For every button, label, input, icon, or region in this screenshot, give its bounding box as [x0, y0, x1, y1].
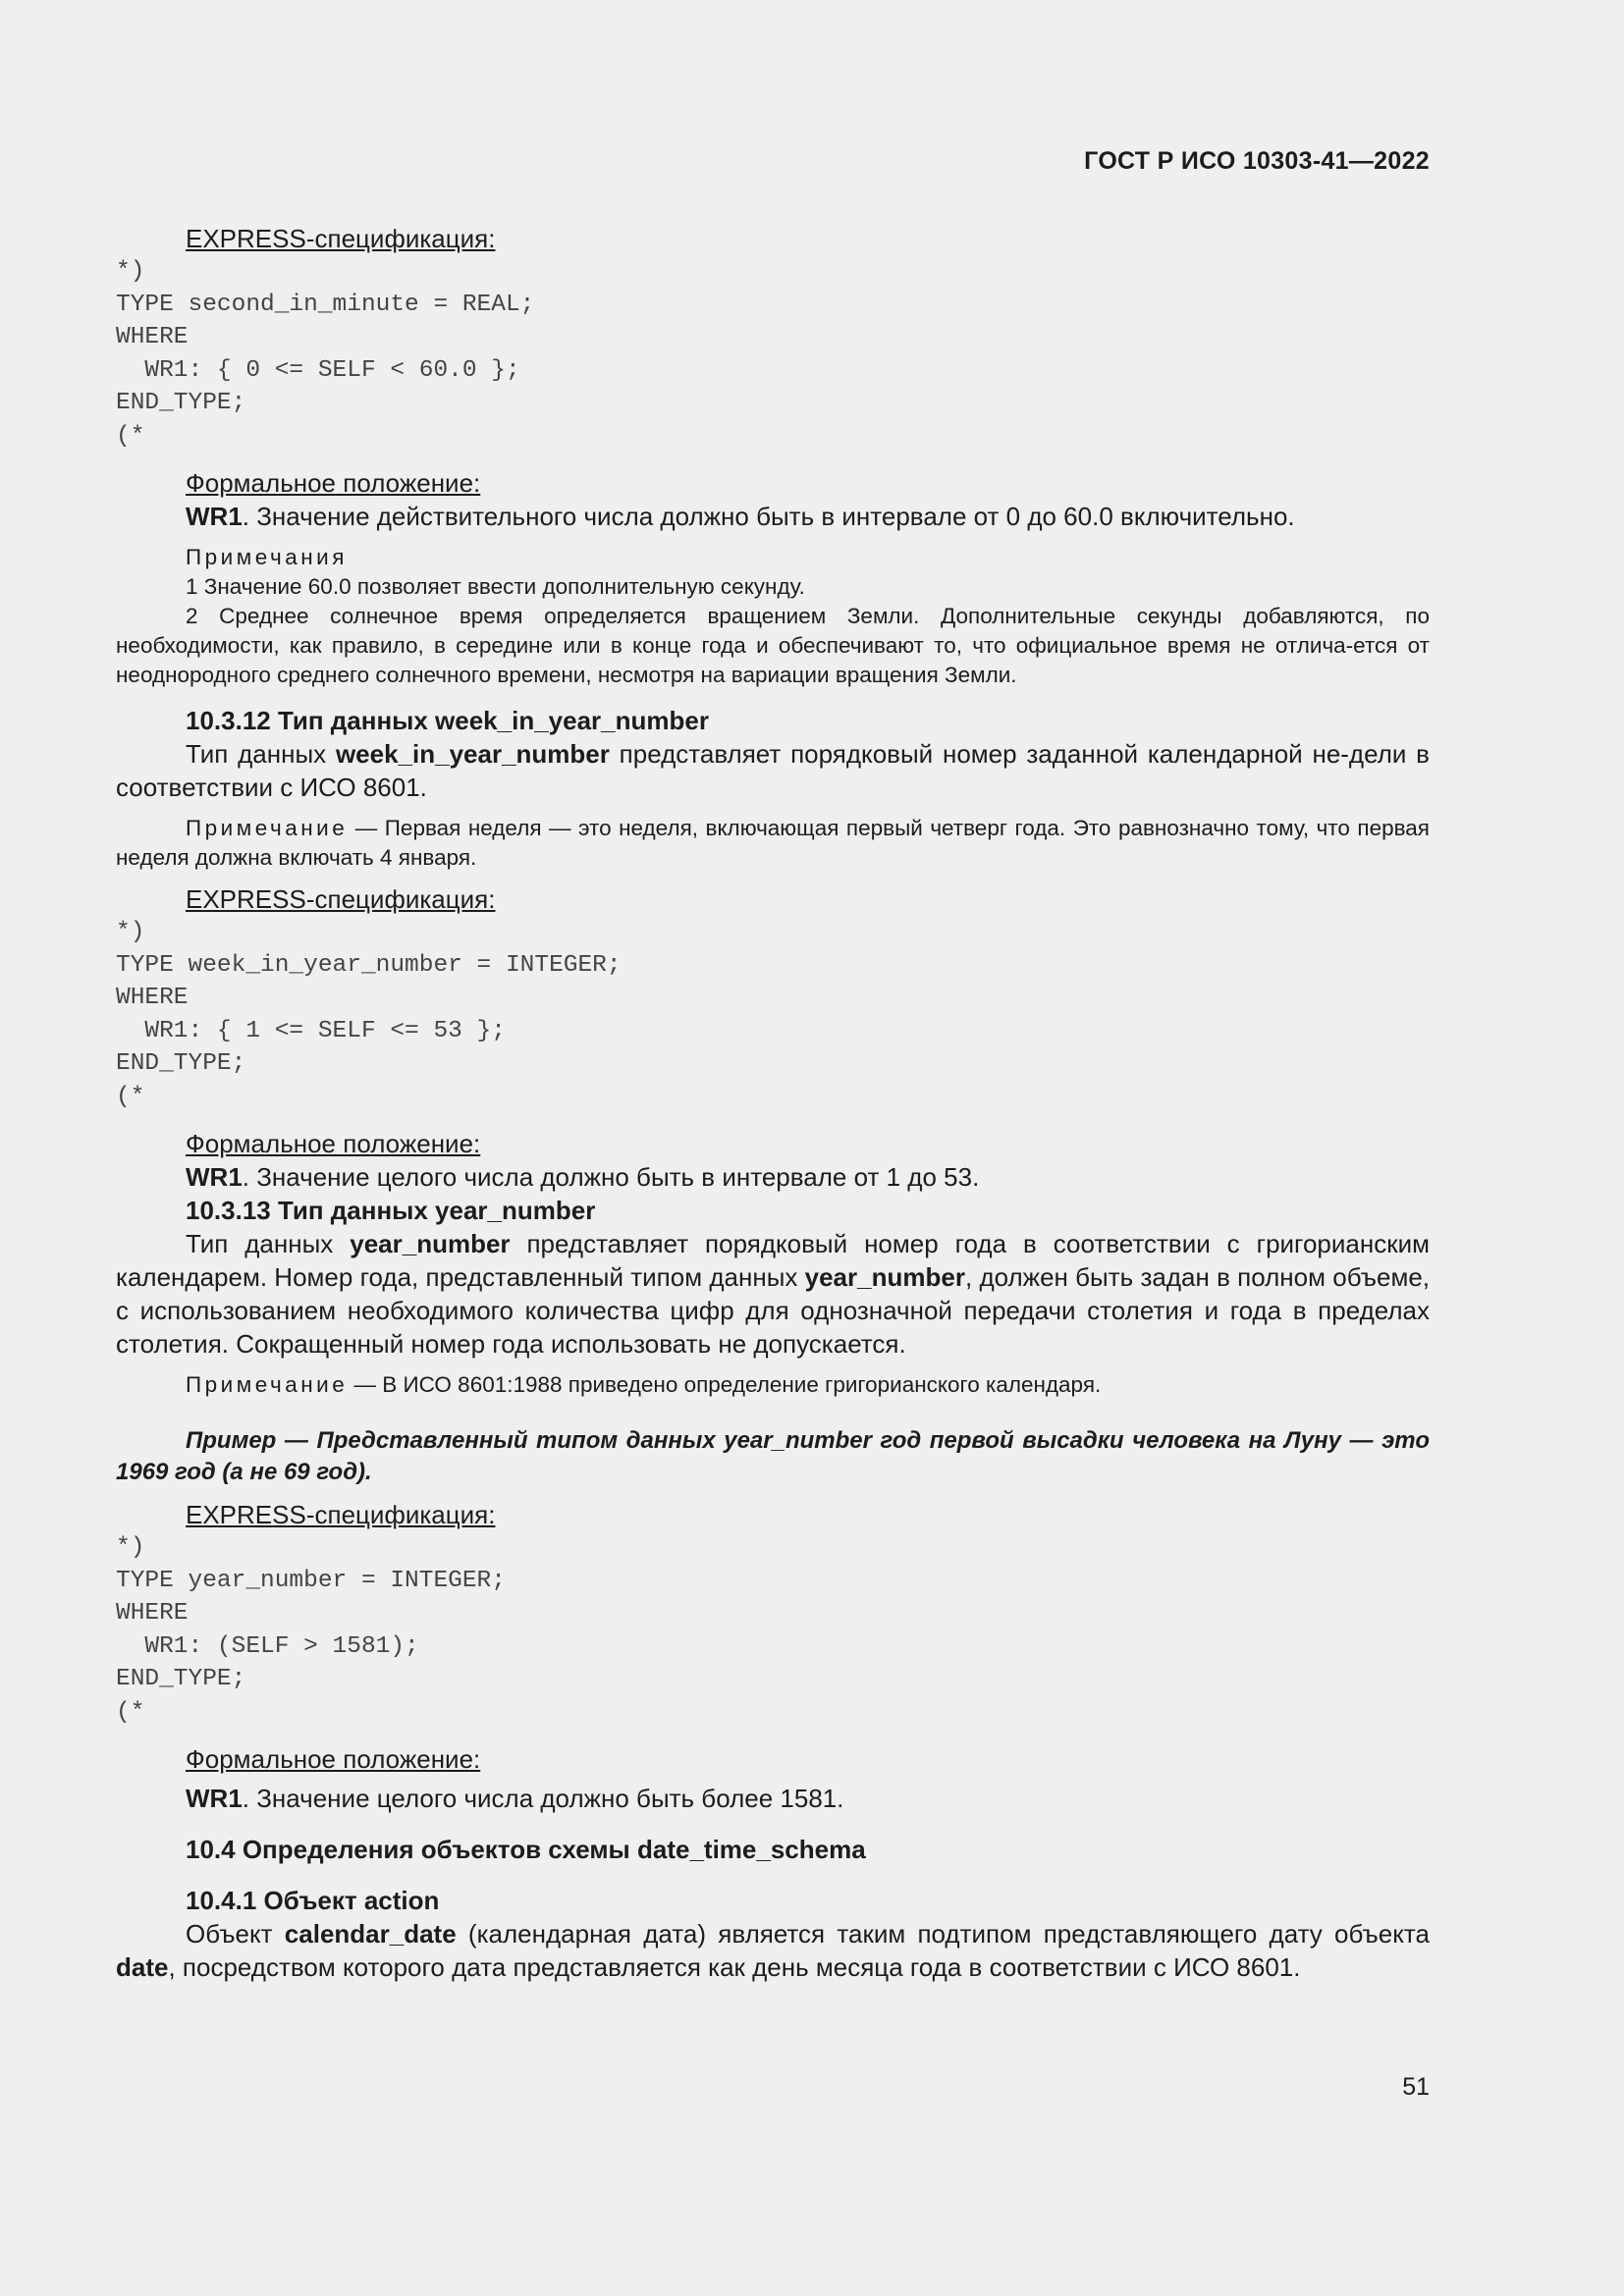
- code-line: TYPE week_in_year_number = INTEGER;: [116, 951, 622, 979]
- note-text: — Первая неделя — это неделя, включающая первый четверг года. Это равнозначно тому, что первая неделя должна включать 4 января.: [116, 816, 1430, 870]
- bold-term: date: [116, 1952, 169, 1982]
- page-content: [116, 222, 1430, 1984]
- code-line: (*: [116, 1698, 145, 1726]
- express-spec-label: EXPRESS-спецификация:: [186, 224, 496, 253]
- text-span: представляет порядковый номер заданной календарной не-дели в соответствии с ИСО 8601.: [116, 739, 1430, 802]
- section-paragraph: [116, 737, 1430, 804]
- note-2: 2 Среднее солнечное время определяется вращением Земли. Дополнительные секунды добавляются, по необходимости, как правило, в середине или в конце года и обеспечивают то, что официальное время не отлича-ется от неоднородного среднего солнечного времени, несмотря на вариации вращения Земли.: [116, 604, 1430, 687]
- section-paragraph: [116, 1227, 1430, 1361]
- express-spec-label: EXPRESS-спецификация:: [186, 884, 496, 914]
- note-1: 1 Значение 60.0 позволяет ввести дополнительную секунду.: [186, 574, 805, 599]
- text-span: , должен быть задан в полном объеме, с использованием необходимого количества цифр для однозначной передачи столетия и года в пределах столетия. Сокращенный номер года использовать не допускается.: [116, 1262, 1430, 1359]
- where-rule-text: [116, 1782, 1430, 1815]
- text-span: Тип данных: [186, 1229, 351, 1258]
- where-rule-description: . Значение целого числа должно быть более 1581.: [242, 1784, 844, 1813]
- section-paragraph: [116, 1917, 1430, 1984]
- note-text: — В ИСО 8601:1988 приведено определение григорианского календаря.: [348, 1372, 1102, 1397]
- bold-term: year_number: [350, 1229, 511, 1258]
- code-line: *): [116, 919, 145, 945]
- code-line: END_TYPE;: [116, 1666, 246, 1692]
- text-span: представляет порядковый номер года в соответствии с григорианским календарем. Номер года, представленный типом данных: [116, 1229, 1430, 1292]
- code-line: WHERE: [116, 985, 189, 1011]
- bold-term: calendar_date: [284, 1919, 457, 1949]
- code-line: WR1: { 1 <= SELF <= 53 };: [116, 1017, 506, 1044]
- formal-statement-label: Формальное положение:: [186, 1744, 481, 1774]
- where-rule-text: [116, 1160, 1430, 1194]
- where-rule-id: WR1: [186, 1784, 243, 1813]
- section-heading-10-4: 10.4 Определения объектов схемы date_time_schema: [186, 1835, 866, 1864]
- formal-statement-label: Формальное положение:: [186, 468, 481, 498]
- express-code-block: [116, 916, 1430, 1113]
- where-rule-description: . Значение действительного числа должно быть в интервале от 0 до 60.0 включительно.: [242, 502, 1295, 531]
- where-rule-id: WR1: [186, 1162, 243, 1192]
- section-heading-10-3-13: 10.3.13 Тип данных year_number: [186, 1196, 596, 1225]
- code-line: WHERE: [116, 324, 189, 350]
- code-line: WR1: (SELF > 1581);: [116, 1632, 419, 1660]
- code-line: TYPE second_in_minute = REAL;: [116, 291, 535, 318]
- express-code-block: [116, 255, 1430, 453]
- code-line: *): [116, 258, 145, 285]
- code-line: END_TYPE;: [116, 1050, 246, 1077]
- code-line: WR1: { 0 <= SELF < 60.0 };: [116, 356, 520, 384]
- code-line: (*: [116, 1083, 145, 1110]
- text-span: , посредством которого дата представляется как день месяца года в соответствии с ИСО 8601.: [168, 1952, 1301, 1982]
- where-rule-description: . Значение целого числа должно быть в интервале от 1 до 53.: [242, 1162, 980, 1192]
- code-line: (*: [116, 422, 145, 450]
- note-label: Примечание: [186, 816, 349, 840]
- notes-title: Примечания: [186, 545, 348, 569]
- where-rule-id: WR1: [186, 502, 243, 531]
- bold-term: year_number: [804, 1262, 965, 1292]
- example-text: Пример — Представленный типом данных year_number год первой высадки человека на Луну — это 1969 год (а не 69 год).: [116, 1427, 1430, 1485]
- section-heading-10-3-12: 10.3.12 Тип данных week_in_year_number: [186, 706, 709, 735]
- code-line: TYPE year_number = INTEGER;: [116, 1567, 506, 1594]
- code-line: WHERE: [116, 1600, 189, 1627]
- where-rule-text: [116, 500, 1430, 533]
- express-code-block: [116, 1531, 1430, 1729]
- text-span: (календарная дата) является таким подтипом представляющего дату объекта: [456, 1919, 1430, 1949]
- document-header: ГОСТ Р ИСО 10303-41—2022: [1084, 147, 1430, 175]
- text-span: Тип данных: [186, 739, 336, 769]
- code-line: *): [116, 1534, 145, 1561]
- code-line: END_TYPE;: [116, 390, 246, 416]
- formal-statement-label: Формальное положение:: [186, 1129, 481, 1158]
- text-span: Объект: [186, 1919, 285, 1949]
- bold-term: week_in_year_number: [335, 739, 610, 769]
- section-heading-10-4-1: 10.4.1 Объект action: [186, 1886, 440, 1915]
- page-number: 51: [1402, 2073, 1430, 2101]
- note-label: Примечание: [186, 1372, 349, 1397]
- express-spec-label: EXPRESS-спецификация:: [186, 1500, 496, 1529]
- note: [116, 1370, 1430, 1400]
- note: [116, 814, 1430, 873]
